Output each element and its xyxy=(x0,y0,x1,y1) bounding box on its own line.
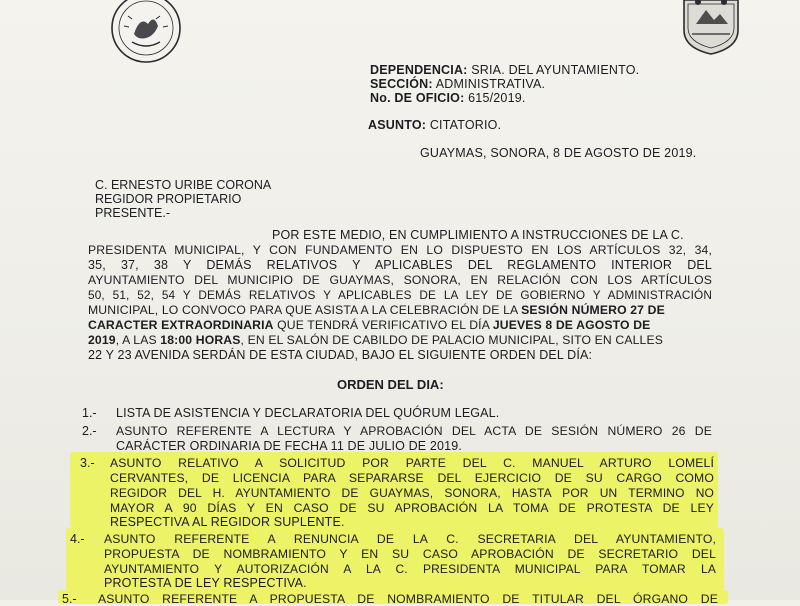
asunto-label: ASUNTO: xyxy=(368,118,427,132)
asunto-line xyxy=(368,118,501,132)
body-line-1: POR ESTE MEDIO, EN CUMPLIMIENTO A INSTRUCCIONES DE LA C. xyxy=(272,228,684,242)
recipient-name: C. ERNESTO URIBE CORONA xyxy=(95,178,272,192)
session-year: 2019 xyxy=(88,333,116,347)
item-1-line-1: LISTA DE ASISTENCIA Y DECLARATORIA DEL QUÓRUM LEGAL. xyxy=(116,406,500,420)
item-5-number: 5.- xyxy=(62,592,77,606)
seccion-line xyxy=(370,77,545,91)
recipient-presente: PRESENTE.- xyxy=(95,206,171,220)
body-line-5: 50, 51, 52, 54 Y DEMÁS RELATIVOS Y APLICABLES DE LA LEY DE GOBIERNO Y ADMINISTRACIÓN xyxy=(88,288,712,302)
seccion-value: ADMINISTRATIVA. xyxy=(435,77,546,91)
oficio-line xyxy=(370,91,526,105)
session-type: CARACTER EXTRAORDINARIA xyxy=(88,318,274,332)
national-seal-icon xyxy=(98,0,194,68)
body-line-9: 22 Y 23 AVENIDA SERDÁN DE ESTA CIUDAD, BAJO EL SIGUIENTE ORDEN DEL DÍA: xyxy=(88,348,593,362)
body-line-8 xyxy=(88,333,712,347)
item-3-line-2: CERVANTES, DE LICENCIA PARA SEPARARSE DEL EJERCICIO DE SU CARGO COMO xyxy=(110,471,714,485)
item-1-number: 1.- xyxy=(82,406,97,420)
session-number: SESIÓN NÚMERO 27 DE xyxy=(521,303,665,317)
session-date: JUEVES 8 DE AGOSTO DE xyxy=(492,318,651,332)
item-4-line-1: ASUNTO REFERENTE A RENUNCIA DE LA C. SECRETARIA DEL AYUNTAMIENTO, xyxy=(104,532,716,546)
item-4-line-2: PROPUESTA DE NOMBRAMIENTO Y EN SU CASO APROBACIÓN DE SECRETARIO DEL xyxy=(104,547,716,561)
item-3-number: 3.- xyxy=(80,456,95,470)
dependencia-value: SRIA. DEL AYUNTAMIENTO. xyxy=(471,63,640,77)
item-2-line-2: CARÁCTER ORDINARIA DE FECHA 11 DE JULIO DE 2019. xyxy=(116,439,462,453)
item-3-line-5: RESPECTIVA AL REGIDOR SUPLENTE. xyxy=(110,515,345,529)
item-3-line-4: MAYOR A 90 DÍAS Y EN CASO DE SU APROBACIÓN LA TOMA DE PROTESTA DE LEY xyxy=(110,501,714,515)
seccion-label: SECCIÓN: xyxy=(370,77,433,91)
oficio-value: 615/2019. xyxy=(468,91,526,105)
item-2-line-1: ASUNTO REFERENTE A LECTURA Y APROBACIÓN DEL ACTA DE SESIÓN NÚMERO 26 DE xyxy=(116,424,712,438)
item-3-line-3: REGIDOR DEL H. AYUNTAMIENTO DE GUAYMAS, SONORA, HASTA POR UN TERMINO NO xyxy=(110,486,714,500)
body-line-6a: MUNICIPAL, LO CONVOCO PARA QUE ASISTA A LA CELEBRACIÓN DE LA xyxy=(88,303,522,317)
item-4-line-4: PROTESTA DE LEY RESPECTIVA. xyxy=(104,576,307,590)
session-time: 18:00 HORAS xyxy=(160,333,241,347)
recipient-role: REGIDOR PROPIETARIO xyxy=(95,192,242,206)
body-line-4: AYUNTAMIENTO DEL MUNICIPIO DE GUAYMAS, SONORA, EN RELACIÓN CON LOS ARTÍCULOS xyxy=(88,273,712,287)
body-line-6 xyxy=(88,303,712,317)
item-4-number: 4.- xyxy=(70,532,85,546)
item-5-line-1: ASUNTO REFERENTE A PROPUESTA DE NOMBRAMIENTO DE TITULAR DEL ÓRGANO DE xyxy=(98,592,718,606)
orden-title: ORDEN DEL DIA: xyxy=(337,377,444,392)
item-3-line-1: ASUNTO RELATIVO A SOLICITUD POR PARTE DEL C. MANUEL ARTURO LOMELÍ xyxy=(110,456,714,470)
body-line-7b: QUE TENDRÁ VERIFICATIVO EL DÍA xyxy=(273,318,493,332)
body-line-8d: , EN EL SALÓN DE CABILDO DE PALACIO MUNICIPAL, SITO EN CALLES xyxy=(240,333,664,347)
item-2-number: 2.- xyxy=(82,424,97,438)
dependencia-label: DEPENDENCIA: xyxy=(370,63,468,77)
municipal-crest-icon xyxy=(676,0,746,56)
body-line-8b: , A LAS xyxy=(115,333,161,347)
body-line-3: 35, 37, 38 Y DEMÁS RELATIVOS Y APLICABLES DEL REGLAMENTO INTERIOR DEL xyxy=(88,258,712,272)
dependencia-line xyxy=(370,63,639,77)
asunto-value: CITATORIO. xyxy=(429,118,502,132)
body-line-2: PRESIDENTA MUNICIPAL, Y CON FUNDAMENTO EN LO DISPUESTO EN LOS ARTÍCULOS 32, 34, xyxy=(88,243,712,257)
item-4-line-3: AYUNTAMIENTO Y AUTORIZACIÓN A LA C. PRESIDENTA MUNICIPAL PARA TOMAR LA xyxy=(104,562,716,576)
place-date: GUAYMAS, SONORA, 8 DE AGOSTO DE 2019. xyxy=(420,146,697,160)
body-line-7 xyxy=(88,318,712,332)
oficio-label: No. DE OFICIO: xyxy=(370,91,465,105)
